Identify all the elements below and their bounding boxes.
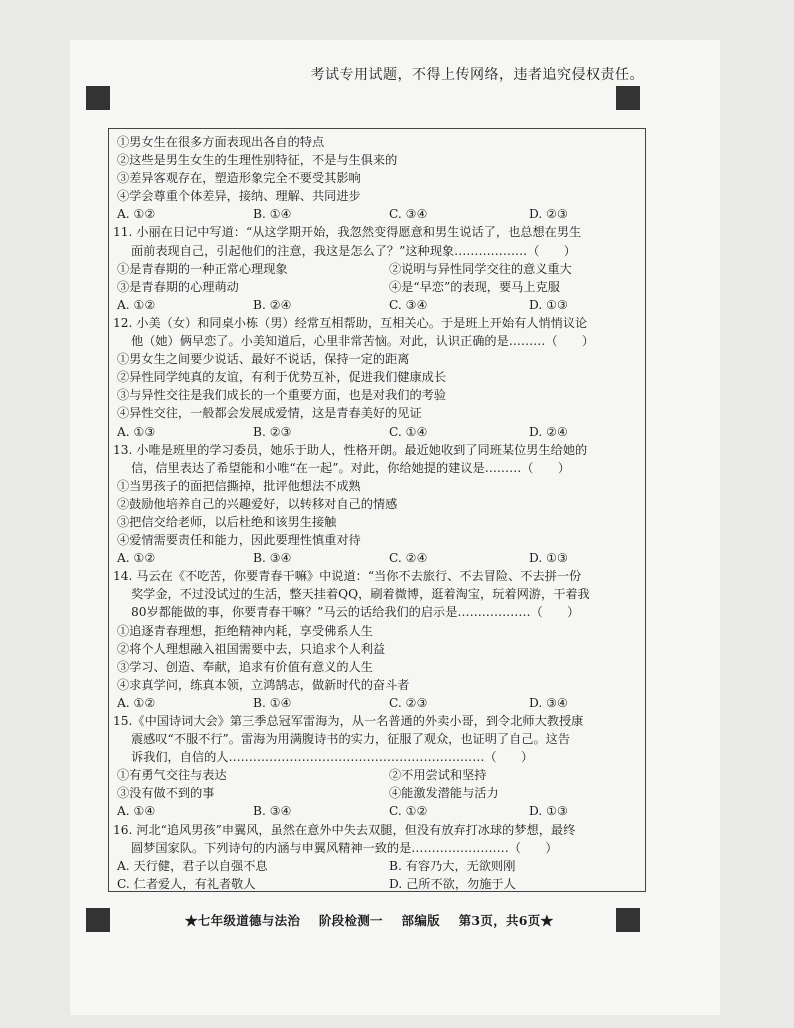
question-stem-line: 面前表现自己，引起他们的注意，我这是怎么了？”这种现象………………（ ） [131, 243, 576, 258]
option-row [113, 875, 639, 893]
question-13 [113, 441, 639, 568]
statement-row [113, 766, 639, 784]
questions-content [113, 133, 639, 893]
statement: ②说明与异性同学交往的意义重大 [389, 261, 572, 276]
question-stem-line: 信，信里表达了希望能和小唯“在一起”。对此，你给她提的建议是………（ ） [131, 460, 571, 475]
question-stem-line: 15.《中国诗词大会》第三季总冠军雷海为，从一名普通的外卖小哥，到令北师大教授康 [113, 714, 584, 728]
question-stem-line: 16. 河北“追风男孩”申翼风，虽然在意外中失去双腿，但没有放弃打冰球的梦想，最终 [113, 822, 576, 837]
choice-b[interactable]: B. ③④ [253, 804, 292, 819]
statement: ②将个人理想融入祖国需要中去，只追求个人利益 [117, 641, 386, 656]
footer-subject: ★七年级道德与法治 [185, 913, 301, 928]
statement-row [113, 784, 639, 802]
choice-b[interactable]: B. ②④ [253, 297, 292, 312]
choice-row [113, 549, 639, 567]
choice-c[interactable]: C. ③④ [389, 207, 428, 222]
choice-c[interactable]: C. 仁者爱人，有礼者敬人 [117, 876, 256, 891]
statement: ③学习、创造、奉献，追求有价值有意义的人生 [117, 659, 373, 674]
statement: ③没有做不到的事 [117, 786, 215, 801]
choice-row [113, 802, 639, 820]
statement: ④学会尊重个体差异，接纳、理解、共同进步 [117, 189, 361, 204]
footer-edition: 部编版 [401, 913, 440, 928]
page-footer [185, 911, 605, 929]
choice-b[interactable]: B. ①④ [253, 695, 292, 710]
choice-d[interactable]: D. ③④ [529, 695, 568, 710]
choice-row [113, 205, 639, 223]
choice-b[interactable]: B. ②③ [253, 424, 292, 439]
statement: ①追逐青春理想，拒绝精神内耗，享受佛系人生 [117, 623, 373, 638]
footer-stage: 阶段检测一 [318, 913, 383, 928]
question-stem-line: 诉我们，自信的人………………………………………………………（ ） [131, 750, 534, 765]
choice-d[interactable]: D. ①③ [529, 804, 568, 819]
option-row [113, 857, 639, 875]
registration-mark-bottom-left [86, 908, 110, 932]
statement: ①男女生之间要少说话、最好不说话，保持一定的距离 [117, 352, 410, 367]
statement: ②鼓励他培养自己的兴趣爱好，以转移对自己的情感 [117, 496, 398, 511]
statement: ②不用尝试和坚持 [389, 768, 487, 783]
header-notice: 考试专用试题，不得上传网络，违者追究侵权责任。 [310, 67, 644, 83]
registration-mark-top-right [616, 86, 640, 110]
choice-a[interactable]: A. ①② [117, 695, 156, 710]
question-15 [113, 712, 639, 821]
choice-row [113, 423, 639, 441]
statement: ①是青春期的一种正常心理现象 [117, 261, 288, 276]
registration-mark-top-left [86, 86, 110, 110]
question-stem-line: 13. 小唯是班里的学习委员，她乐于助人，性格开朗。最近她收到了同班某位男生给她的 [113, 442, 588, 457]
footer-page-number: 第3页，共6页★ [458, 913, 554, 928]
statement: ②这些是男生女生的生理性别特征，不是与生俱来的 [117, 153, 398, 168]
choice-a[interactable]: A. ①② [117, 207, 156, 222]
statement: ③差异客观存在，塑造形象完全不要受其影响 [117, 171, 361, 186]
choice-row [113, 694, 639, 712]
question-stem-line: 12. 小美（女）和同桌小栋（男）经常互相帮助，互相关心。于是班上开始有人悄悄议论 [113, 315, 588, 330]
question-stem-line: 他（她）俩早恋了。小美知道后，心里非常苦恼。对此，认识正确的是………（ ） [131, 334, 595, 349]
choice-c[interactable]: C. ③④ [389, 297, 428, 312]
statement: ②异性同学纯真的友谊，有利于优势互补，促进我们健康成长 [117, 370, 447, 385]
choice-a[interactable]: A. ①② [117, 297, 156, 312]
question-stem-line: 11. 小丽在日记中写道：“从这学期开始，我忽然变得愿意和男生说话了，也总想在男生 [113, 225, 582, 240]
choice-c[interactable]: C. ①② [389, 804, 428, 819]
question-stem-line: 奖学金，不过没试过的生活，整天挂着QQ，刷着微博，逛着淘宝，玩着网游，干着我 [131, 587, 590, 602]
question-11 [113, 223, 639, 313]
statement: ④求真学问，练真本领，立鸿鹄志，做新时代的奋斗者 [117, 677, 410, 692]
choice-d[interactable]: D. ①③ [529, 551, 568, 566]
statement: ④能激发潜能与活力 [389, 786, 499, 801]
statement: ③把信交给老师，以后杜绝和该男生接触 [117, 514, 337, 529]
statement: ④爱情需要责任和能力，因此要理性慎重对待 [117, 533, 361, 548]
statement: ③是青春期的心理萌动 [117, 279, 239, 294]
statement: ①有勇气交往与表达 [117, 768, 227, 783]
choice-a[interactable]: A. ①④ [117, 804, 156, 819]
choice-a[interactable]: A. ①② [117, 551, 156, 566]
choice-d[interactable]: D. ②③ [529, 207, 568, 222]
question-14 [113, 567, 639, 712]
choice-b[interactable]: B. ③④ [253, 551, 292, 566]
statement-row [113, 278, 639, 296]
choice-d[interactable]: D. ②④ [529, 424, 568, 439]
question-16 [113, 821, 639, 893]
choice-b[interactable]: B. 有容乃大，无欲则刚 [389, 858, 516, 873]
statement: ①当男孩子的面把信撕掉，批评他想法不成熟 [117, 478, 361, 493]
choice-a[interactable]: A. ①③ [117, 424, 156, 439]
choice-row [113, 296, 639, 314]
choice-d[interactable]: D. ①③ [529, 297, 568, 312]
registration-mark-bottom-right [616, 908, 640, 932]
statement: ④异性交往，一般都会发展成爱情，这是青春美好的见证 [117, 406, 422, 421]
choice-c[interactable]: C. ①④ [389, 424, 428, 439]
statement: ④是“早恋”的表现，要马上克服 [389, 279, 560, 294]
question-10-tail [113, 133, 639, 223]
question-stem-line: 震感叹“不服不行”。雷海为用满腹诗书的实力，征服了观众，也证明了自己。这告 [131, 732, 571, 747]
question-12 [113, 314, 639, 441]
question-stem-line: 80岁都能做的事，你要青春干嘛？”马云的话给我们的启示是………………（ ） [131, 605, 580, 620]
question-stem-line: 圆梦国家队。下列诗句的内涵与申翼风精神一致的是……………………（ ） [131, 840, 558, 855]
choice-c[interactable]: C. ②③ [389, 695, 428, 710]
choice-c[interactable]: C. ②④ [389, 551, 428, 566]
statement: ①男女生在很多方面表现出各自的特点 [117, 135, 325, 149]
statement: ③与异性交往是我们成长的一个重要方面，也是对我们的考验 [117, 388, 447, 403]
question-stem-line: 14. 马云在《不吃苦，你要青春干嘛》中说道：“当你不去旅行、不去冒险、不去拼一份 [113, 569, 582, 584]
choice-b[interactable]: B. ①④ [253, 207, 292, 222]
choice-d[interactable]: D. 己所不欲，勿施于人 [389, 876, 516, 891]
statement-row [113, 260, 639, 278]
choice-a[interactable]: A. 天行健，君子以自强不息 [117, 858, 268, 873]
